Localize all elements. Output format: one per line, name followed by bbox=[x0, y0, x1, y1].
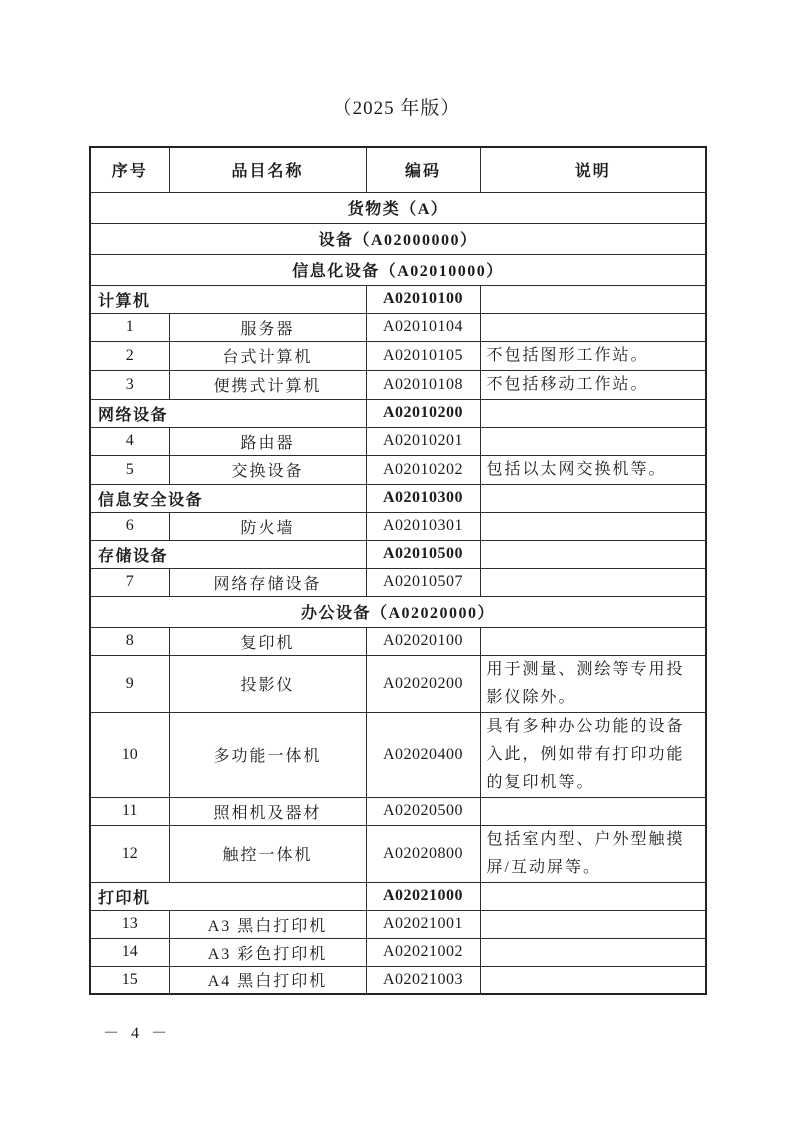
item-name: 台式计算机 bbox=[169, 341, 366, 370]
category-name: 信息安全设备 bbox=[90, 484, 366, 512]
item-note bbox=[480, 627, 706, 655]
section-label: 设备（A02000000） bbox=[90, 223, 706, 254]
item-name: A3 黑白打印机 bbox=[169, 910, 366, 938]
item-no: 3 bbox=[90, 370, 169, 399]
item-no: 7 bbox=[90, 568, 169, 596]
item-note bbox=[480, 797, 706, 825]
item-note: 不包括移动工作站。 bbox=[480, 370, 706, 399]
category-row bbox=[90, 882, 706, 910]
column-header-code: 编码 bbox=[366, 147, 480, 192]
category-row bbox=[90, 540, 706, 568]
item-note bbox=[480, 910, 706, 938]
section-label: 货物类（A） bbox=[90, 192, 706, 223]
item-code: A02010105 bbox=[366, 341, 480, 370]
item-name: 网络存储设备 bbox=[169, 568, 366, 596]
item-code: A02010104 bbox=[366, 313, 480, 341]
category-code: A02010500 bbox=[366, 540, 480, 568]
category-name: 存储设备 bbox=[90, 540, 366, 568]
item-no: 13 bbox=[90, 910, 169, 938]
item-row bbox=[90, 910, 706, 938]
item-code: A02010202 bbox=[366, 455, 480, 484]
catalog-table-header bbox=[90, 147, 706, 192]
item-note: 具有多种办公功能的设备入此，例如带有打印功能的复印机等。 bbox=[480, 712, 706, 797]
item-note bbox=[480, 568, 706, 596]
item-no: 15 bbox=[90, 966, 169, 994]
item-row bbox=[90, 512, 706, 540]
item-name: 服务器 bbox=[169, 313, 366, 341]
item-note bbox=[480, 938, 706, 966]
item-name: 投影仪 bbox=[169, 655, 366, 712]
item-code: A02020100 bbox=[366, 627, 480, 655]
item-code: A02021002 bbox=[366, 938, 480, 966]
category-code: A02010100 bbox=[366, 285, 480, 313]
section-row bbox=[90, 192, 706, 223]
item-note bbox=[480, 512, 706, 540]
item-code: A02020200 bbox=[366, 655, 480, 712]
category-note bbox=[480, 399, 706, 427]
category-name: 计算机 bbox=[90, 285, 366, 313]
section-row bbox=[90, 223, 706, 254]
category-row bbox=[90, 399, 706, 427]
column-header-name: 品目名称 bbox=[169, 147, 366, 192]
column-header-note: 说明 bbox=[480, 147, 706, 192]
item-note bbox=[480, 427, 706, 455]
item-code: A02021003 bbox=[366, 966, 480, 994]
item-no: 12 bbox=[90, 825, 169, 882]
item-no: 10 bbox=[90, 712, 169, 797]
item-name: 防火墙 bbox=[169, 512, 366, 540]
item-row bbox=[90, 966, 706, 994]
section-label: 信息化设备（A02010000） bbox=[90, 254, 706, 285]
item-no: 9 bbox=[90, 655, 169, 712]
item-no: 1 bbox=[90, 313, 169, 341]
page-number: － 4 － bbox=[103, 1025, 172, 1042]
item-note bbox=[480, 313, 706, 341]
item-note: 包括室内型、户外型触摸屏/互动屏等。 bbox=[480, 825, 706, 882]
item-code: A02020500 bbox=[366, 797, 480, 825]
item-row bbox=[90, 370, 706, 399]
category-code: A02010300 bbox=[366, 484, 480, 512]
item-no: 2 bbox=[90, 341, 169, 370]
section-row bbox=[90, 596, 706, 627]
catalog-table bbox=[89, 146, 707, 995]
category-row bbox=[90, 285, 706, 313]
category-row bbox=[90, 484, 706, 512]
section-row bbox=[90, 254, 706, 285]
item-no: 14 bbox=[90, 938, 169, 966]
category-name: 网络设备 bbox=[90, 399, 366, 427]
item-row bbox=[90, 825, 706, 882]
category-code: A02010200 bbox=[366, 399, 480, 427]
category-note bbox=[480, 882, 706, 910]
item-row bbox=[90, 797, 706, 825]
item-row bbox=[90, 938, 706, 966]
item-no: 6 bbox=[90, 512, 169, 540]
item-row bbox=[90, 655, 706, 712]
category-name: 打印机 bbox=[90, 882, 366, 910]
item-code: A02020800 bbox=[366, 825, 480, 882]
item-code: A02010108 bbox=[366, 370, 480, 399]
item-name: A3 彩色打印机 bbox=[169, 938, 366, 966]
item-code: A02020400 bbox=[366, 712, 480, 797]
header-row bbox=[90, 147, 706, 192]
item-no: 5 bbox=[90, 455, 169, 484]
section-label: 办公设备（A02020000） bbox=[90, 596, 706, 627]
item-name: 路由器 bbox=[169, 427, 366, 455]
item-note: 不包括图形工作站。 bbox=[480, 341, 706, 370]
item-note bbox=[480, 966, 706, 994]
item-name: 便携式计算机 bbox=[169, 370, 366, 399]
category-note bbox=[480, 285, 706, 313]
category-note bbox=[480, 484, 706, 512]
item-row bbox=[90, 313, 706, 341]
item-name: 触控一体机 bbox=[169, 825, 366, 882]
item-code: A02021001 bbox=[366, 910, 480, 938]
column-header-no: 序号 bbox=[90, 147, 169, 192]
category-code: A02021000 bbox=[366, 882, 480, 910]
catalog-table-body bbox=[90, 192, 706, 994]
item-row bbox=[90, 427, 706, 455]
item-name: 交换设备 bbox=[169, 455, 366, 484]
item-note: 包括以太网交换机等。 bbox=[480, 455, 706, 484]
category-note bbox=[480, 540, 706, 568]
item-code: A02010507 bbox=[366, 568, 480, 596]
item-name: 照相机及器材 bbox=[169, 797, 366, 825]
item-no: 8 bbox=[90, 627, 169, 655]
item-no: 11 bbox=[90, 797, 169, 825]
item-code: A02010201 bbox=[366, 427, 480, 455]
item-name: 多功能一体机 bbox=[169, 712, 366, 797]
item-note: 用于测量、测绘等专用投影仪除外。 bbox=[480, 655, 706, 712]
item-name: A4 黑白打印机 bbox=[169, 966, 366, 994]
item-code: A02010301 bbox=[366, 512, 480, 540]
item-no: 4 bbox=[90, 427, 169, 455]
item-row bbox=[90, 627, 706, 655]
item-row bbox=[90, 568, 706, 596]
item-row bbox=[90, 455, 706, 484]
document-title: （2025 年版） bbox=[332, 98, 461, 119]
item-row bbox=[90, 341, 706, 370]
item-row bbox=[90, 712, 706, 797]
item-name: 复印机 bbox=[169, 627, 366, 655]
